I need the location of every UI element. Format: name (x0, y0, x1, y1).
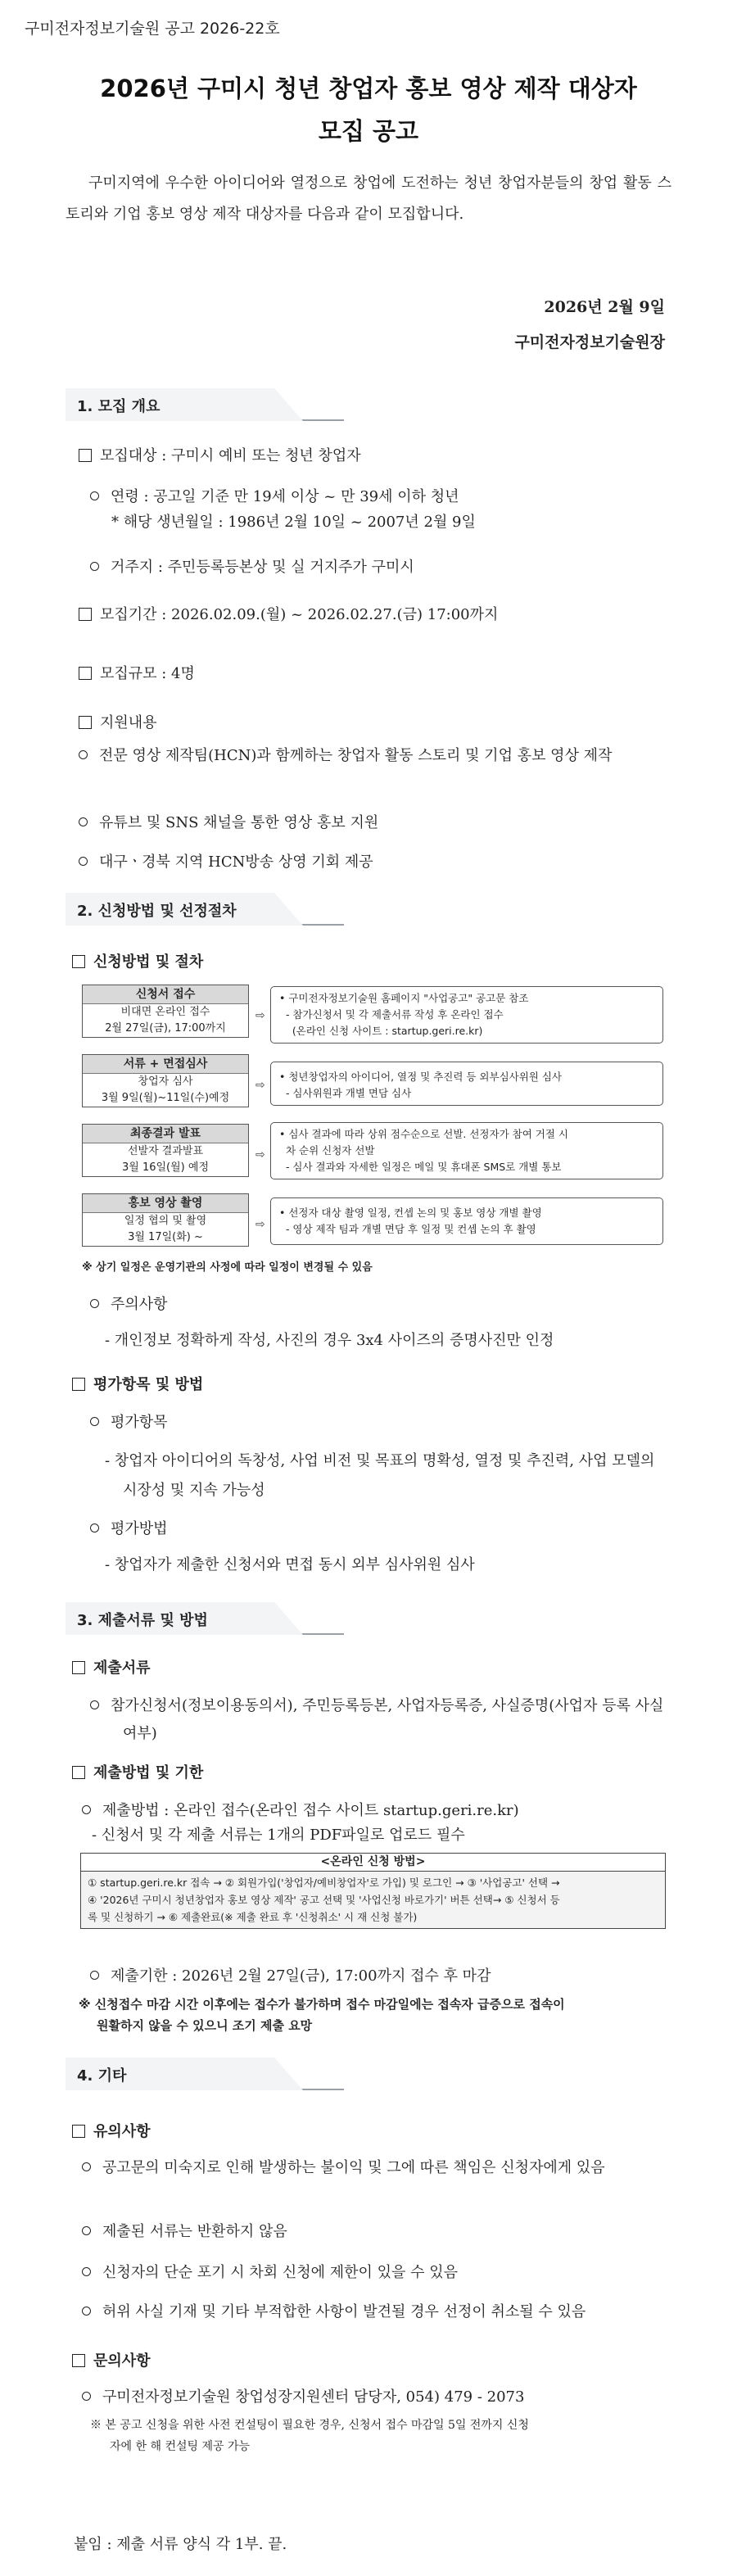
age-note: * 해당 생년월일 : 1986년 2월 10일 ~ 2007년 2월 9일 (111, 514, 476, 531)
support-detail-3: 대구ㆍ경북 지역 HCN방송 상영 기회 제공 (79, 850, 373, 875)
residence-item: 거주지 : 주민등록등본상 및 실 거지주가 구미시 (90, 555, 414, 580)
circle-bullet-icon (90, 562, 99, 571)
square-bullet-icon (72, 1661, 85, 1674)
section-header-3 (66, 1602, 344, 1635)
right-arrow-icon: ⇨ (255, 1148, 265, 1161)
circle-bullet-icon (90, 1417, 99, 1426)
step-4-title: 홍보 영상 촬영 (83, 1194, 248, 1213)
scale-item: 모집규모 : 4명 (79, 662, 195, 686)
circle-bullet-icon (90, 491, 99, 500)
footer-attachment: 붙임 : 제출 서류 양식 각 1부. 끝. (74, 2536, 287, 2553)
section-3-title: 3. 제출서류 및 방법 (77, 1612, 208, 1629)
step-2-line-1: 창업자 심사 (138, 1075, 193, 1088)
square-bullet-icon (72, 2354, 85, 2367)
step-2-box (82, 1054, 249, 1107)
contact-note-2: 자에 한 해 컨설팅 제공 가능 (110, 2440, 251, 2453)
square-bullet-icon (72, 2125, 85, 2138)
circle-bullet-icon (79, 817, 88, 826)
square-bullet-icon (72, 1766, 85, 1779)
circle-bullet-icon (79, 750, 88, 759)
support-item: 지원내용 (79, 711, 157, 736)
notice-item-2: 제출된 서류는 반환하지 않음 (82, 2220, 287, 2244)
schedule-note: ※ 상기 일정은 운영기관의 사정에 따라 일정이 변경될 수 있음 (82, 1261, 373, 1274)
caution-text: - 개인정보 정확하게 작성, 사진의 경우 3x4 사이즈의 증명사진만 인정 (105, 1332, 554, 1349)
target-item: 모집대상 : 구미시 예비 또는 청년 창업자 (79, 444, 361, 469)
circle-bullet-icon (79, 857, 88, 866)
step-4-box (82, 1193, 249, 1247)
step-4-line-2: 3월 17일(화) ~ (128, 1231, 203, 1243)
age-item: 연령 : 공고일 기준 만 19세 이상 ~ 만 39세 이하 청년 (90, 485, 459, 509)
contact-heading: 문의사항 (72, 2349, 151, 2370)
intro-paragraph: 구미지역에 우수한 아이디어와 열정으로 창업에 도전하는 청년 창업자분들의 창업 활동 스토리와 기업 홍보 영상 제작 대상자를 다음과 같이 모집합니다. (66, 174, 671, 223)
page-title (0, 67, 737, 152)
step-1-line-2: 2월 27일(금), 17:00까지 (105, 1022, 226, 1034)
section-4-title: 4. 기타 (77, 2067, 127, 2085)
submit-method-item: 제출방법 : 온라인 접수(온라인 접수 사이트 startup.geri.re.kr) (82, 1799, 519, 1823)
support-detail-2: 유튜브 및 SNS 채널을 통한 영상 홍보 지원 (79, 811, 378, 835)
right-arrow-icon: ⇨ (255, 1218, 265, 1231)
circle-bullet-icon (82, 2226, 91, 2235)
circle-bullet-icon (90, 1700, 99, 1709)
circle-bullet-icon (90, 1299, 99, 1308)
deadline-note-1: ※ 신청접수 마감 시간 이후에는 접수가 불가하며 접수 마감일에는 접속자 급증으로 접속이 (79, 1997, 565, 2012)
square-bullet-icon (79, 608, 92, 621)
notice-item-1: 공고문의 미숙지로 인해 발생하는 불이익 및 그에 따른 책임은 신청자에게 있음 (82, 2154, 673, 2182)
step-4-line-1: 일정 협의 및 촬영 (124, 1215, 207, 1227)
docs-heading: 제출서류 (72, 1656, 151, 1677)
section-header-4 (66, 2058, 344, 2090)
step-3-line-1: 선발자 결과발표 (127, 1145, 204, 1157)
deadline-note-2: 원활하지 않을 수 있으니 조기 제출 요망 (97, 2018, 313, 2033)
submit-method-sub: - 신청서 및 각 제출 서류는 1개의 PDF파일로 업로드 필수 (92, 1827, 465, 1844)
section-header-2 (66, 893, 344, 926)
method-heading: 신청방법 및 절차 (72, 950, 203, 971)
caution-item: 주의사항 (90, 1293, 168, 1317)
eval-method-text: - 창업자가 제출한 신청서와 면접 동시 외부 심사위원 심사 (105, 1556, 475, 1573)
step-3-box (82, 1124, 249, 1177)
eval-items-text: - 창업자 아이디어의 독창성, 사업 비전 및 목표의 명확성, 열정 및 추진력, 사업 모델의 시장성 및 지속 가능성 (105, 1452, 655, 1499)
eval-items-label: 평가항목 (90, 1410, 168, 1435)
deadline-item: 제출기한 : 2026년 2월 27일(금), 17:00까지 접수 후 마감 (90, 1964, 491, 1989)
right-arrow-icon: ⇨ (255, 1009, 265, 1022)
document-number: 구미전자정보기술원 공고 2026-22호 (25, 20, 280, 38)
right-arrow-icon: ⇨ (255, 1079, 265, 1092)
square-bullet-icon (72, 1378, 85, 1391)
square-bullet-icon (72, 955, 85, 968)
step-1-description: • 구미전자정보기술원 홈페이지 "사업공고" 공고문 참조 - 참가신청서 및 각 제출서류 작성 후 온라인 접수 (온라인 신청 사이트 : startup.geri.re.kr) (270, 986, 663, 1044)
notice-item-3: 신청자의 단순 포기 시 차회 신청에 제한이 있을 수 있음 (82, 2261, 458, 2285)
period-item: 모집기간 : 2026.02.09.(월) ~ 2026.02.27.(금) 17:00까지 (79, 603, 498, 627)
square-bullet-icon (79, 716, 92, 729)
support-detail-1: 전문 영상 제작팀(HCN)과 함께하는 창업자 활동 스토리 및 기업 홍보 영상 제작 (79, 744, 671, 768)
online-application-box (80, 1853, 666, 1929)
section-header-1 (66, 388, 344, 421)
announcement-date: 2026년 2월 9일 (544, 298, 665, 316)
title-line-2: 모집 공고 (318, 117, 419, 145)
eval-method-label: 평가방법 (90, 1517, 168, 1542)
step-1-line-1: 비대면 온라인 접수 (120, 1006, 210, 1018)
square-bullet-icon (79, 449, 92, 462)
section-2-title: 2. 신청방법 및 선정절차 (77, 903, 237, 920)
circle-bullet-icon (82, 2392, 91, 2401)
step-4-description: • 선정자 대상 촬영 일정, 컨셉 논의 및 홍보 영상 개별 촬영 - 영상 제작 팀과 개별 면담 후 일정 및 컨셉 논의 후 촬영 (270, 1197, 663, 1245)
circle-bullet-icon (90, 1523, 99, 1532)
step-2-title: 서류 + 면접심사 (83, 1055, 248, 1074)
step-3-line-2: 3월 16일(월) 예정 (121, 1161, 209, 1174)
step-2-line-2: 3월 9일(월)~11일(수)예정 (101, 1092, 230, 1104)
step-1-title: 신청서 접수 (83, 985, 248, 1004)
circle-bullet-icon (90, 1971, 99, 1980)
step-2-description: • 청년창업자의 아이디어, 열정 및 추진력 등 외부심사위원 심사 - 심사위원과 개별 면담 심사 (270, 1062, 663, 1106)
circle-bullet-icon (82, 1805, 91, 1814)
step-3-title: 최종결과 발표 (83, 1125, 248, 1143)
notice-item-4: 허위 사실 기재 및 기타 부적합한 사항이 발견될 경우 선정이 취소될 수 있음 (82, 2300, 586, 2325)
online-application-title: <온라인 신청 방법> (81, 1854, 665, 1872)
step-3-description: • 심사 결과에 따라 상위 점수순으로 선발. 선정자가 참여 거절 시 차 순위 신청자 선발 - 심사 결과와 자세한 일정은 메일 및 휴대폰 SMS로 개별 통보 (270, 1122, 663, 1179)
title-line-1: 2026년 구미시 청년 창업자 홍보 영상 제작 대상자 (100, 75, 637, 102)
circle-bullet-icon (82, 2307, 91, 2316)
circle-bullet-icon (82, 2162, 91, 2171)
online-application-steps: ① startup.geri.re.kr 접속 → ② 회원가입('창업자/예비창업자'로 가입) 및 로그인 → ③ '사업공고' 선택 → ④ '2026년 구미시 청년창업자 홍보 영상 제작' 공고 선택 및 '사업신청 바로가기' 버튼 선택→ ⑤ 신청서 등 록 및 신청하기 → ⑥ 제출완료(※ 제출 완료 후 '신청취소' 시 재 신청 불가) (81, 1872, 665, 1928)
square-bullet-icon (79, 667, 92, 680)
eval-heading: 평가항목 및 방법 (72, 1373, 203, 1394)
docs-item: 참가신청서(정보이용동의서), 주민등록등본, 사업자등록증, 사실증명(사업자 등록 사실여부) (90, 1692, 673, 1748)
step-1-box (82, 985, 249, 1038)
notice-heading: 유의사항 (72, 2120, 151, 2141)
circle-bullet-icon (82, 2267, 91, 2276)
submit-method-heading: 제출방법 및 기한 (72, 1761, 203, 1782)
contact-item: 구미전자정보기술원 창업성장지원센터 담당자, 054) 479 - 2073 (82, 2385, 524, 2410)
contact-note-1: ※ 본 공고 신청을 위한 사전 컨설팅이 필요한 경우, 신청서 접수 마감일 5일 전까지 신청 (90, 2419, 529, 2432)
issuer: 구미전자정보기술원장 (514, 333, 665, 351)
section-1-title: 1. 모집 개요 (77, 398, 161, 415)
